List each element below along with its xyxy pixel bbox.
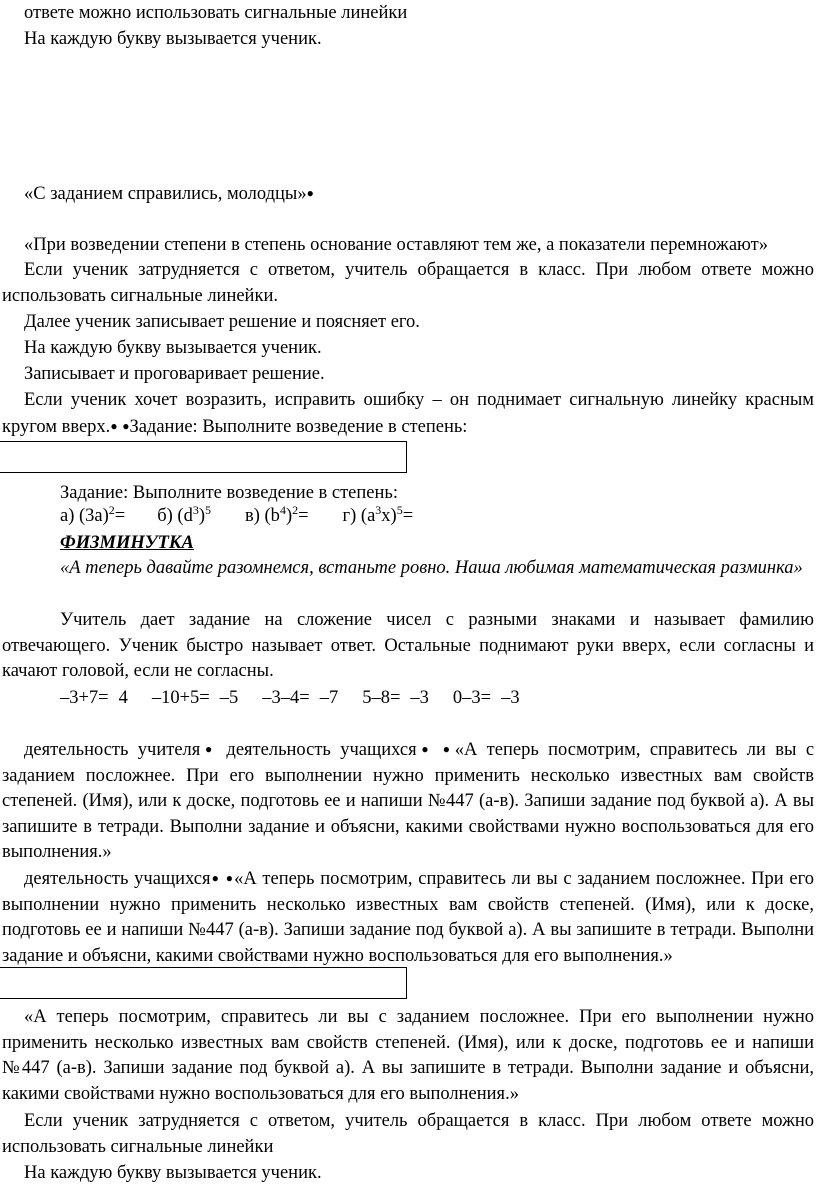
bullet-icon: ● [200,742,218,756]
each-letter-line-2: На каждую букву вызывается ученик. [24,1163,322,1183]
answer-4: –3 [410,688,429,708]
students-activity-label-2: деятельность учащихся [24,869,211,889]
answer-3: –7 [319,688,339,708]
hint-paragraph-1: Если ученик затрудняется с ответом, учитель обращается в класс. При любом ответе можно использовать сигнальные линейки. [2,260,814,306]
examples-line [2,686,814,712]
bullet-icon: ● [225,871,235,885]
fizminutka-title [2,531,814,557]
exercise-line [2,504,814,530]
speaks-solution-line: Записывает и проговаривает решение. [24,364,325,384]
example-1: –3+7= [60,688,109,708]
power-rule: «При возведении степени в степень основание оставляют тем же, а показатели перемножают» [24,235,768,255]
bullet-icon: ● [122,418,130,433]
fizminutka-quote: «А теперь давайте разомнемся, встаньте ровно. Наша любимая математическая разминка» [60,558,803,578]
bullet-icon: ● [442,742,455,756]
example-5: 0–3= [452,688,492,708]
students-activity-label: деятельность учащихся [226,740,417,760]
bullet-icon: ● [416,742,434,756]
task-quote-1: «А теперь посмотрим, справитесь ли вы с заданием посложнее. При его выполнении нужно применить несколько известных вам свойств степеней. (Имя), или к доске, подготовь ее и напиши №447 (а-в). Запиши задание под буквой а). А вы запишите в тетради. Выполни задание и объясни, какими свойствами нужно воспользоваться для его выполнения.» [2,740,815,862]
praise-line [2,181,814,208]
writes-solution-line: Далее ученик записывает решение и поясняет его. [24,312,420,332]
objection-text: Если ученик хочет возразить, исправить ошибку – он поднимает сигнальную линейку красным кругом вверх. [2,390,814,437]
task-quote-3: «А теперь посмотрим, справитесь ли вы с заданием посложнее. При его выполнении нужно применить несколько известных вам свойств степеней. (Имя), или к доске, подготовь ее и напиши №447 (а-в). Запиши задание под буквой а). А вы запишите в тетради. Выполни задание и объясни, какими свойствами нужно воспользоваться для его выполнения.» [2,1007,814,1104]
hint-paragraph-2: Если ученик затрудняется с ответом, учитель обращается в класс. При любом ответе можно использовать сигнальные линейки [2,1111,814,1157]
exercise-a: а) $(3а)^2=$ [60,503,126,526]
exercise-g: г) $(а^3х)^5=$ [342,503,414,526]
answer-1: 4 [118,688,128,708]
empty-frame-2 [0,967,407,999]
teacher-activity-label: деятельность учителя [24,740,201,760]
fizminutka-title-text: ФИЗМИНУТКА [60,533,194,553]
bullet-icon: ● [210,871,220,885]
example-3: –3–4= [262,688,310,708]
answer-2: –5 [219,688,239,708]
activity-paragraph-1 [2,737,814,866]
exercise-v: в) $(b^4)^2=$ [245,503,309,526]
bullet-icon: ● [306,186,314,200]
task-title: Задание: Выполните возведение в степень: [60,483,398,503]
activity-paragraph-2 [2,866,814,969]
task-inline-text: Задание: Выполните возведение в степень: [129,416,468,437]
text-line-1: ответе можно использовать сигнальные линейки [24,3,408,23]
text-line-2: На каждую букву вызывается ученик. [24,29,322,49]
exercise-b: б) $(d^3)^5$ [157,503,211,526]
task-quote-2: «А теперь посмотрим, справитесь ли вы с заданием посложнее. При его выполнении нужно применить несколько известных вам свойств степеней. (Имя), или к доске, подготовь ее и напиши №447 (а-в). Запиши задание под буквой а). А вы запишите в тетради. Выполни задание и объясни, какими свойствами нужно воспользоваться для его выполнения.» [2,869,815,966]
bullet-icon: ● [110,418,118,433]
fizminutka-description: Учитель дает задание на сложение чисел с разными знаками и называет фамилию отвечающего. Ученик быстро называет ответ. Остальные поднимают руки вверх, если согласны и качают головой, если не согласны. [2,610,814,681]
empty-frame-1 [0,441,407,473]
praise-text: «С заданием справились, молодцы» [24,184,307,204]
answer-5: –3 [501,688,520,708]
example-4: 5–8= [362,688,401,708]
objection-paragraph [2,388,814,440]
each-letter-line: На каждую букву вызывается ученик. [24,338,322,358]
example-2: –10+5= [151,688,210,708]
